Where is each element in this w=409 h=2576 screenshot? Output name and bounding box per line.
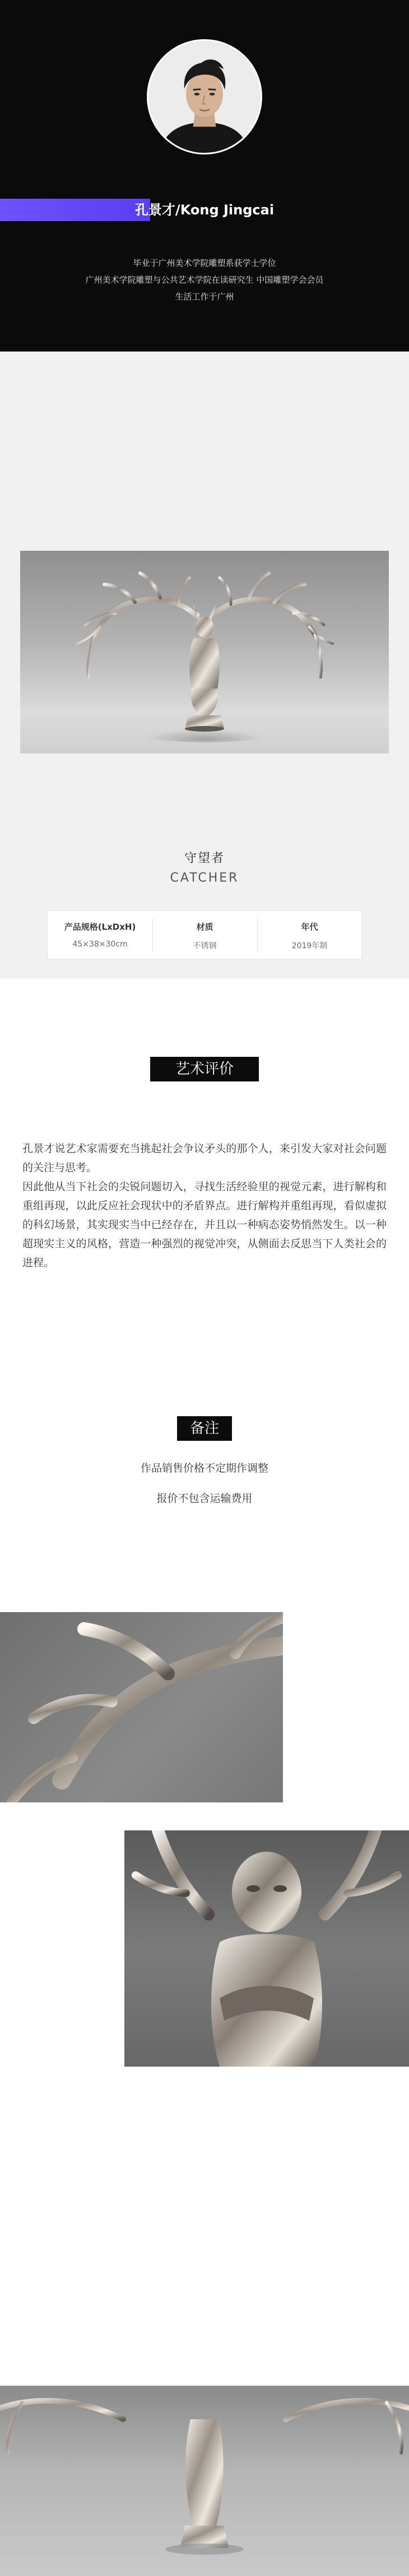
spec-value: 2019年制 [291,942,328,950]
antler-sculpture-icon [20,551,389,753]
bio-line: 生活工作于广州 [175,292,234,302]
spec-value: 不锈钢 [193,942,217,950]
spec-card [47,910,362,959]
review-paragraph: 孔景才说艺术家需要充当挑起社会争议矛头的那个人，来引发大家对社会问题的关注与思考。 [22,1142,387,1174]
spec-value: 45×38×30cm [72,940,128,949]
bio-line: 毕业于广州美术学院雕塑系获学士学位 [133,258,276,268]
spec-material [152,911,257,960]
figure-closeup-icon [124,1830,409,2067]
artist-bio [0,255,409,305]
artist-name: 孔景才/Kong Jingcai [134,202,275,218]
detail-photo-full [0,2386,409,2576]
spec-size [48,911,152,960]
spec-label: 材质 [196,922,213,932]
note-line: 报价不包含运输费用 [156,1492,253,1505]
bio-line: 广州美术学院雕塑与公共艺术学院在读研究生 中国雕塑学会会员 [85,275,324,285]
detail-photo-antlers [0,1612,283,1802]
sculpture-full-view-icon [0,2386,409,2576]
artist-header [0,0,409,352]
review-text [22,1139,387,1272]
review-heading: 艺术评价 [150,1057,259,1081]
artwork-title: 守望者 [184,851,225,865]
spec-year [257,911,362,960]
artist-avatar [147,39,262,154]
review-paragraph: 因此他从当下社会的尖锐问题切入，寻找生活经验里的视觉元素，进行解构和重组再现，以此反应社会现状中的矛盾界点。进行解构并重组再现，看似虚拟的科幻场景，其实现实当中已经存在，并且以一种病态姿势悄然发生。以一种超现实主义的风格，营造一种强烈的视觉冲突，从侧面去反思当下人类社会的进程。 [22,1181,387,1269]
artwork-photo [20,551,389,753]
detail-photo-figure [124,1830,409,2067]
artwork-section [0,352,409,978]
spec-label: 产品规格(LxDxH) [64,922,136,932]
spec-label: 年代 [301,922,318,932]
artist-portrait-icon [148,41,261,153]
artwork-subtitle: CATCHER [170,871,239,885]
artist-name-bar [0,199,409,221]
note-line: 作品销售价格不定期作调整 [140,1462,268,1474]
antler-closeup-icon [0,1612,283,1802]
notes-heading: 备注 [177,1416,232,1441]
